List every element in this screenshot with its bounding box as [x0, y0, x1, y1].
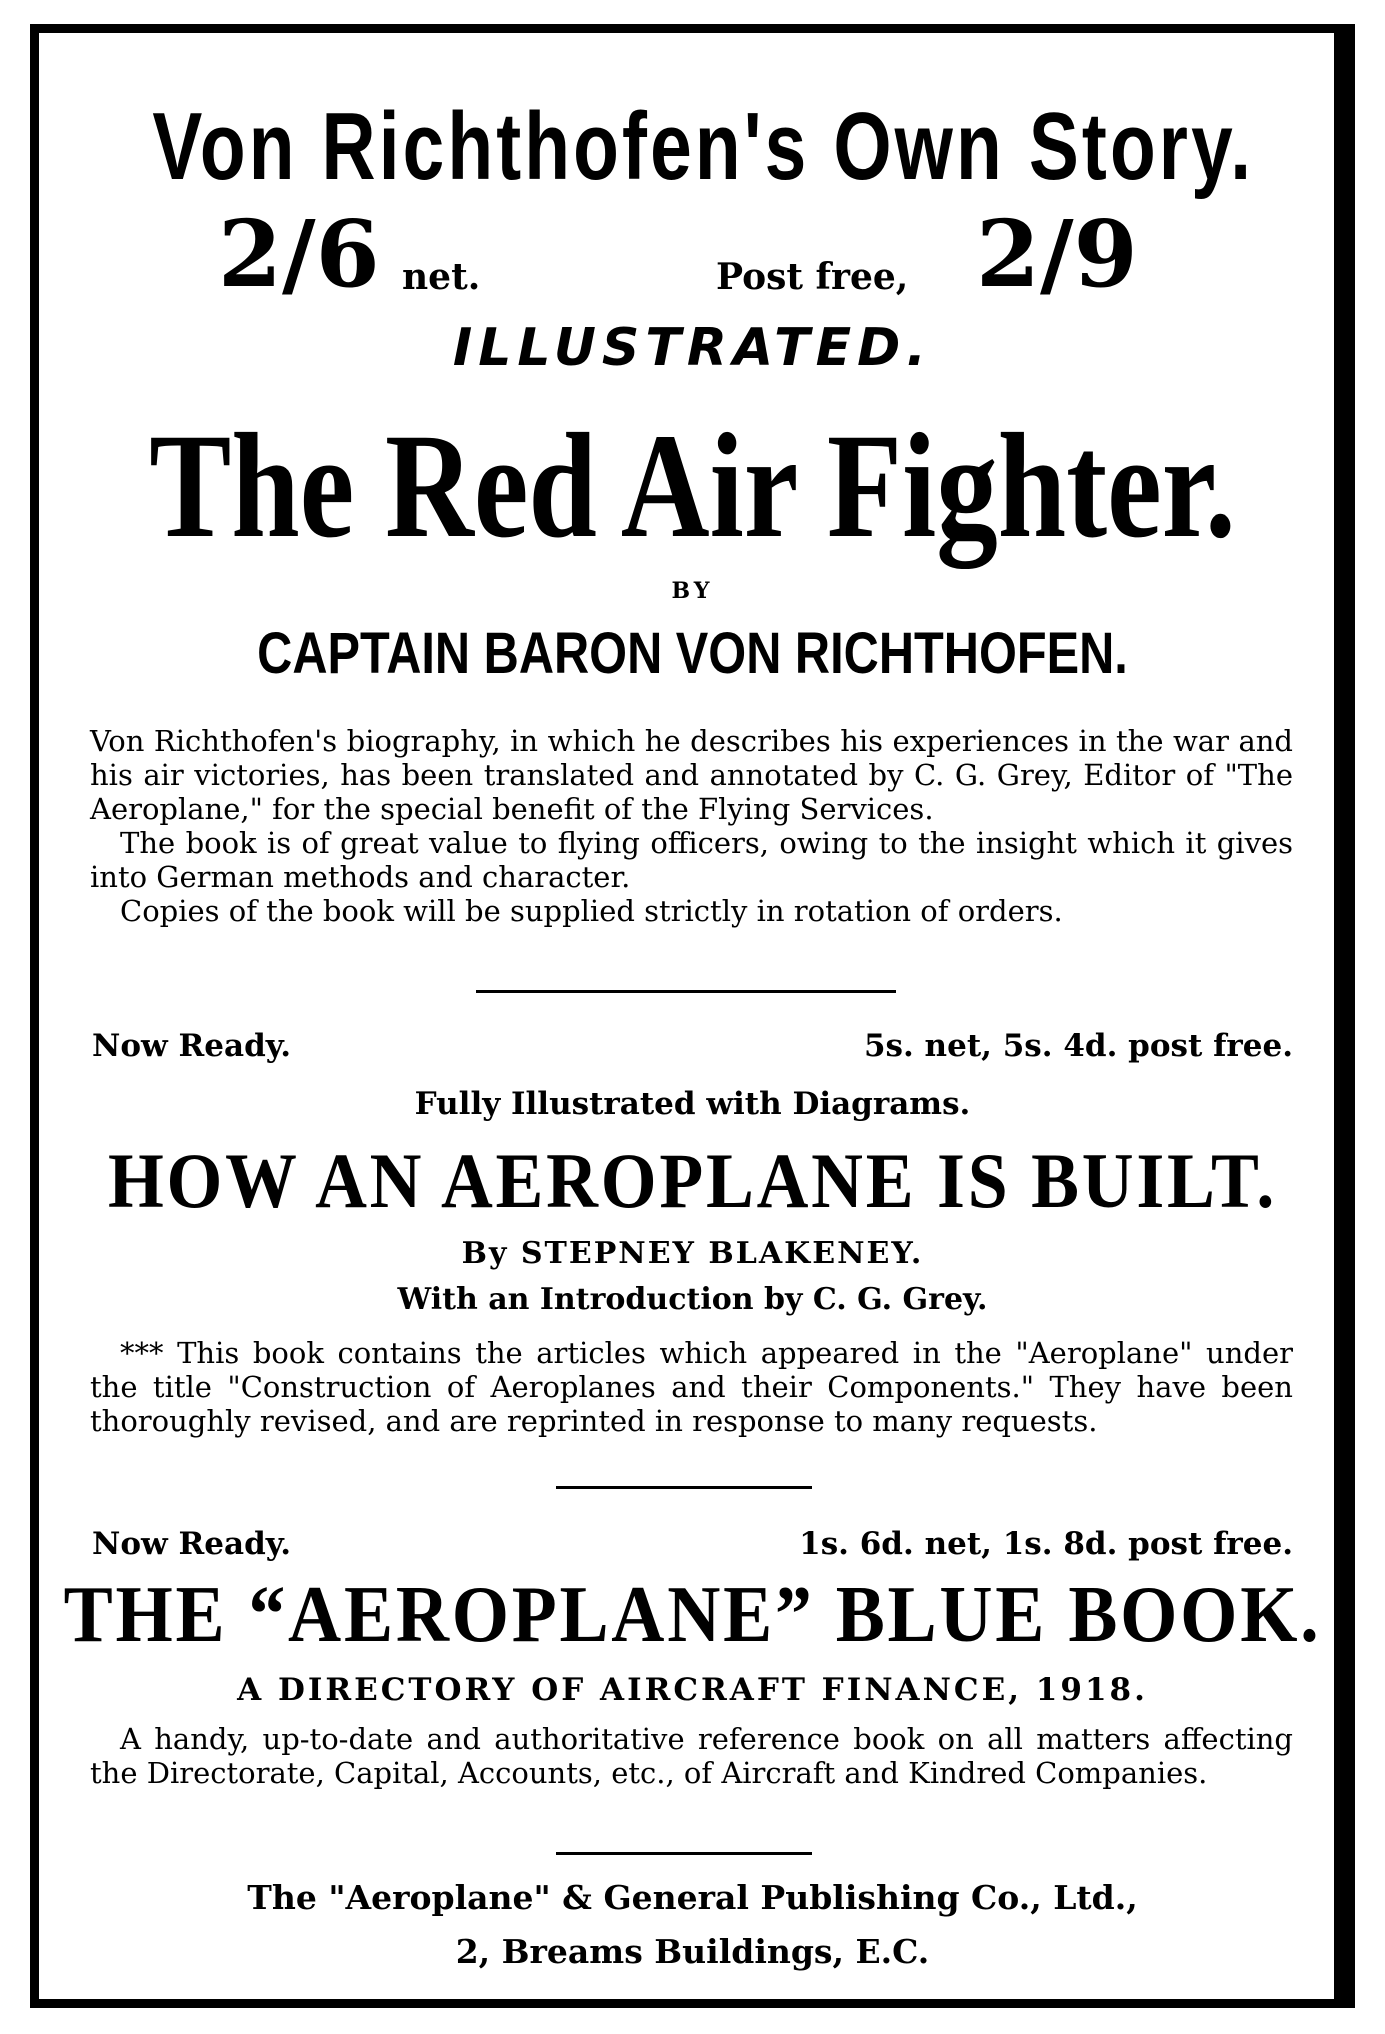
book2-status: Now Ready.: [92, 1028, 291, 1064]
book3-price: 1s. 6d. net, 1s. 8d. post free.: [799, 1526, 1293, 1562]
book3-status: Now Ready.: [92, 1526, 291, 1562]
book-title-red-air-fighter: The Red Air Fighter.: [149, 403, 1236, 569]
book2-introduction: With an Introduction by C. G. Grey.: [397, 1282, 988, 1317]
headline-title: Von Richthofen's Own Story.: [152, 93, 1255, 200]
divider-rule: [556, 1852, 812, 1855]
price-net: 2/6: [218, 200, 380, 308]
book1-description-para-2: The book is of great value to flying officers, owing to the insight which it gives into German methods and character.: [90, 826, 1293, 894]
by-label: BY: [671, 578, 714, 604]
publisher-name: The "Aeroplane" & General Publishing Co., Ltd.,: [247, 1878, 1138, 1917]
book-author-richthofen: CAPTAIN BARON VON RICHTHOFEN.: [257, 621, 1128, 686]
price-net-label: net.: [402, 256, 481, 298]
book3-description-text: A handy, up-to-date and authoritative reference book on all matters affecting the Directorate, Capital, Accounts, etc., of Aircraft and Kindred Companies.: [90, 1722, 1293, 1790]
divider-rule: [556, 1486, 812, 1489]
price-post-free: 2/9: [976, 200, 1138, 308]
price-row: [0, 200, 1385, 310]
book2-price: 5s. net, 5s. 4d. post free.: [863, 1028, 1293, 1064]
book2-note-text: *** This book contains the articles which appeared in the "Aeroplane" under the title "Construction of Aeroplanes and their Components." They have been thoroughly revised, and are reprinted in response to many requests.: [90, 1336, 1293, 1438]
illustrated-label: ILLUSTRATED.: [452, 318, 933, 378]
book-title-how-an-aeroplane-is-built: HOW AN AEROPLANE IS BUILT.: [107, 1137, 1278, 1224]
book2-author: By STEPNEY BLAKENEY.: [461, 1236, 924, 1271]
book2-note: [90, 1336, 1293, 1438]
book3-description: [90, 1722, 1293, 1790]
book3-subtitle: A DIRECTORY OF AIRCRAFT FINANCE, 1918.: [237, 1672, 1148, 1708]
book1-description: [90, 724, 1293, 928]
book1-description-para-1: Von Richthofen's biography, in which he describes his experiences in the war and his air victories, has been translated and annotated by C. G. Grey, Editor of "The Aeroplane," for the special benefit of the Flying Services.: [90, 724, 1293, 826]
book1-description-para-3: Copies of the book will be supplied strictly in rotation of orders.: [120, 894, 1063, 928]
book-title-aeroplane-blue-book: THE “AEROPLANE” BLUE BOOK.: [63, 1571, 1322, 1659]
post-free-label: Post free,: [716, 256, 909, 298]
book2-subtitle: Fully Illustrated with Diagrams.: [414, 1086, 971, 1122]
publisher-address: 2, Breams Buildings, E.C.: [455, 1932, 930, 1971]
divider-rule: [476, 990, 896, 993]
